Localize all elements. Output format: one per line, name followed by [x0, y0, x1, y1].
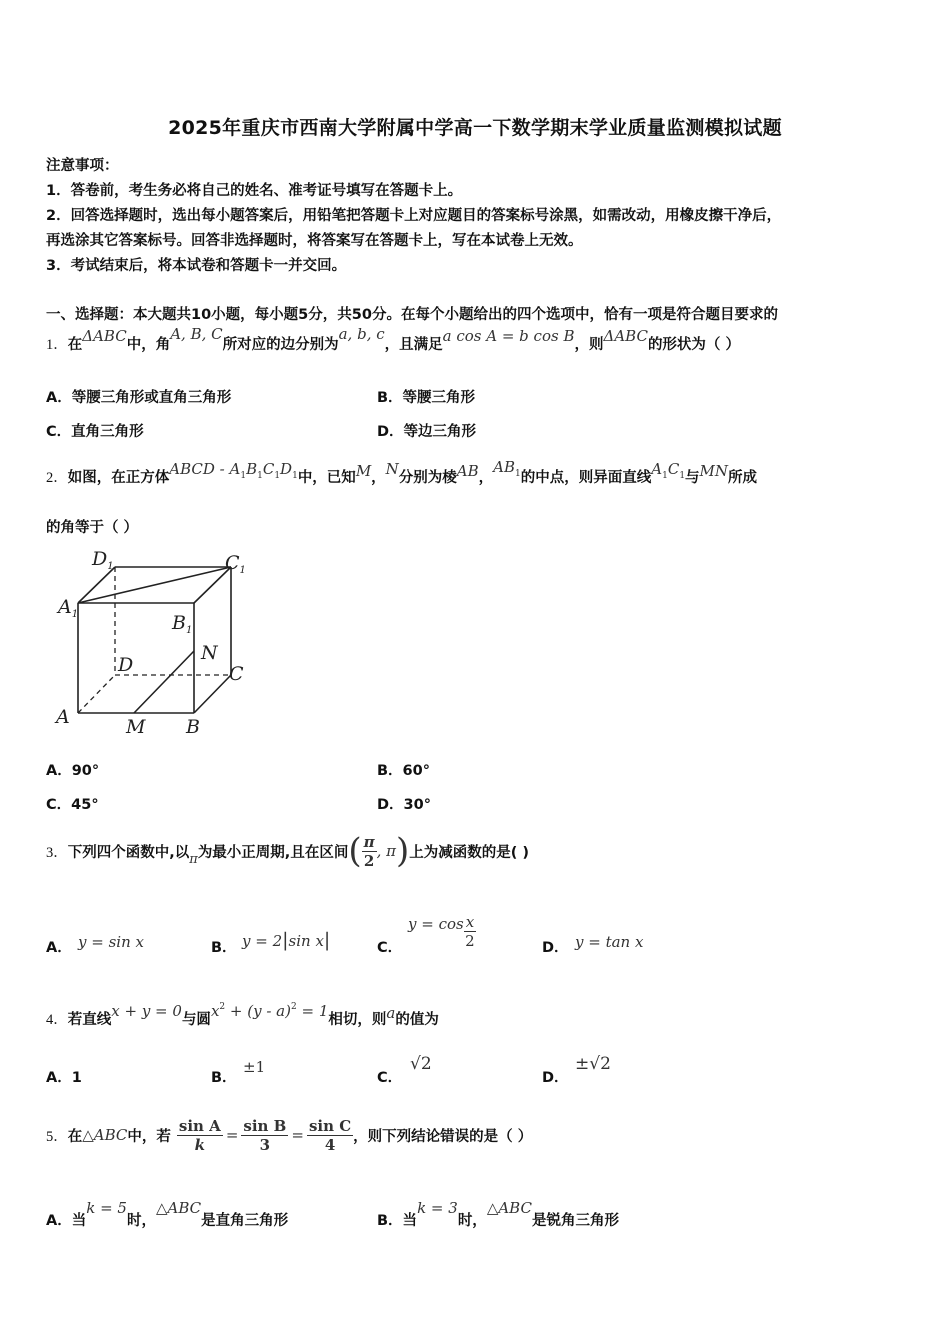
page-title: 2025年重庆市西南大学附属中学高一下数学期末学业质量监测模拟试题: [168, 117, 782, 139]
option-d[interactable]: D．: [542, 1070, 569, 1086]
question-1: [46, 325, 740, 354]
question-2-cont: 的角等于（ ）: [46, 520, 139, 536]
notice-item: 再选涂其它答案标号。回答非选择题时，将答案写在答题卡上，写在本试卷上无效。: [46, 233, 583, 249]
q-text: ，且满足: [384, 337, 443, 353]
q-text: 如图，在正方体: [67, 470, 170, 486]
question-number: 2．: [46, 470, 68, 486]
q-math: ΔABC: [603, 327, 648, 345]
q-math: , π: [376, 842, 396, 860]
option-a[interactable]: A．1: [46, 1070, 82, 1086]
edge-ad-hidden: [78, 675, 115, 713]
q-fraction: $\frac{\text{sin A}}{k}$: [178, 1116, 221, 1154]
option-b[interactable]: B．等腰三角形: [377, 390, 476, 406]
q-math: =: [225, 1126, 239, 1144]
q-math: AB: [456, 462, 479, 480]
option-c[interactable]: C．: [377, 1070, 403, 1086]
q-math: ABCD - $A_1B_1C_1D_1$: [169, 460, 298, 481]
question-2: [46, 458, 758, 489]
q-text: 与: [685, 470, 700, 486]
q-text: 下列四个函数中,以: [67, 844, 190, 861]
q-text: 若直线: [67, 1012, 112, 1028]
option-a[interactable]: A．90°: [46, 763, 100, 779]
q-math: =: [291, 1126, 304, 1144]
q-math: △ABC: [82, 1126, 128, 1144]
q-fraction: $\frac{\text{sin B}}{3}$: [243, 1116, 287, 1154]
option-c[interactable]: C．45°: [46, 797, 99, 813]
question-3: [46, 826, 529, 876]
q-fraction: $\frac{\pi}{2}$: [363, 832, 375, 870]
segment-a1c1: [78, 567, 231, 603]
q-text: 在: [67, 1128, 83, 1145]
q-text: ，: [371, 470, 386, 486]
paren-right: ): [395, 831, 410, 871]
option-b[interactable]: B．: [211, 1070, 237, 1086]
label-c1: $C_1$: [225, 552, 246, 576]
q-math: x + y = 0: [111, 1002, 182, 1020]
label-d: D: [118, 654, 134, 676]
q-fraction: $\frac{\text{sin C}}{4}$: [308, 1116, 352, 1154]
question-number: 4．: [46, 1012, 68, 1028]
q-math: a, b, c: [338, 325, 385, 343]
q-text: 相切，则: [328, 1012, 387, 1028]
q-math: $x^2 + (y - a)^2 = 1$: [210, 1002, 329, 1020]
option-d[interactable]: D．: [542, 940, 569, 956]
option-b[interactable]: B．60°: [377, 763, 430, 779]
option-a[interactable]: A．: [46, 940, 72, 956]
section-heading: 一、选择题：本大题共10小题，每小题5分，共50分。在每个小题给出的四个选项中，恰有一项是符合题目要求的: [46, 307, 778, 323]
option-b[interactable]: B．当k = 3时，△ABC是锐角三角形: [377, 1199, 619, 1229]
question-number: 3．: [46, 844, 68, 861]
q-math: π: [189, 851, 198, 867]
option-a[interactable]: A．等腰三角形或直角三角形: [46, 390, 232, 406]
label-n: N: [201, 642, 218, 664]
label-c: C: [229, 663, 244, 685]
q-text: 的形状为（ ）: [647, 337, 740, 353]
q-text: 上为减函数的是( ): [409, 844, 530, 861]
q-math: A, B, C: [170, 325, 223, 343]
q-text: ，: [478, 470, 494, 486]
q-text: 为最小正周期,且在区间: [197, 844, 349, 861]
question-4: [46, 1002, 439, 1029]
option-b[interactable]: B．: [211, 940, 237, 956]
q-text: 的值为: [395, 1012, 439, 1028]
option-c[interactable]: C．: [377, 940, 403, 956]
notice-item: 2．回答选择题时，选出每小题答案后，用铅笔把答题卡上对应题目的答案标号涂黑，如需改动，用橡皮擦干净后，: [46, 208, 782, 224]
cube-figure: [50, 545, 260, 740]
q-text: 与圆: [181, 1012, 211, 1028]
q-math: a: [386, 1004, 396, 1022]
paren-left: (: [348, 831, 362, 871]
q-text: 在: [67, 337, 83, 353]
option-a[interactable]: A．当k = 5时，△ABC是直角三角形: [46, 1199, 289, 1229]
q-text: 的中点，则异面直线: [520, 470, 652, 486]
q-math: $AB_1$: [493, 458, 521, 479]
label-a1: $A_1$: [58, 596, 79, 620]
option-b-math: ±1: [243, 1058, 266, 1076]
q-text: 中，已知: [297, 470, 356, 486]
segment-mn: [134, 651, 194, 713]
option-d-math: ±√2: [575, 1054, 611, 1074]
label-m: M: [126, 716, 146, 738]
option-d[interactable]: D．等边三角形: [377, 424, 477, 440]
option-d-math: y = tan x: [575, 933, 644, 951]
option-c-math: √2: [410, 1054, 432, 1074]
label-a: A: [56, 706, 70, 728]
option-a-math: y = sin x: [78, 933, 144, 951]
option-d[interactable]: D．30°: [377, 797, 431, 813]
q-math: a cos A = b cos B: [442, 327, 575, 345]
label-b: B: [186, 716, 200, 738]
q-math: MN: [699, 462, 729, 480]
q-text: 中，若: [127, 1128, 171, 1145]
edge-a1d1: [78, 567, 115, 603]
option-b-math: y = 2|sin x|: [242, 929, 331, 951]
edge-bc: [194, 675, 231, 713]
q-text: 中，角: [126, 337, 171, 353]
question-number: 5．: [46, 1128, 68, 1145]
q-text: 所成: [728, 470, 758, 486]
label-d1: $D_1$: [92, 548, 114, 572]
q-text: 所对应的边分别为: [222, 337, 339, 353]
option-c[interactable]: C．直角三角形: [46, 424, 144, 440]
notice-item: 3．考试结束后，将本试卷和答题卡一并交回。: [46, 258, 347, 274]
q-text: ，则: [574, 337, 604, 353]
option-c-math: y = cos $\frac{x}{2}$: [408, 913, 475, 950]
notice-heading: 注意事项：: [46, 158, 119, 174]
question-number: 1．: [46, 337, 68, 353]
q-text: 分别为棱: [398, 470, 457, 486]
q-math: M: [355, 462, 372, 480]
q-text: ，则下列结论错误的是（ ）: [353, 1128, 533, 1145]
label-b1: $B_1$: [172, 612, 193, 636]
q-math: N: [385, 460, 399, 478]
notice-item: 1．答卷前，考生务必将自己的姓名、准考证号填写在答题卡上。: [46, 183, 463, 199]
q-math: $A_1C_1$: [651, 460, 686, 481]
q-math: ΔABC: [82, 327, 127, 345]
question-5: [46, 1110, 532, 1160]
